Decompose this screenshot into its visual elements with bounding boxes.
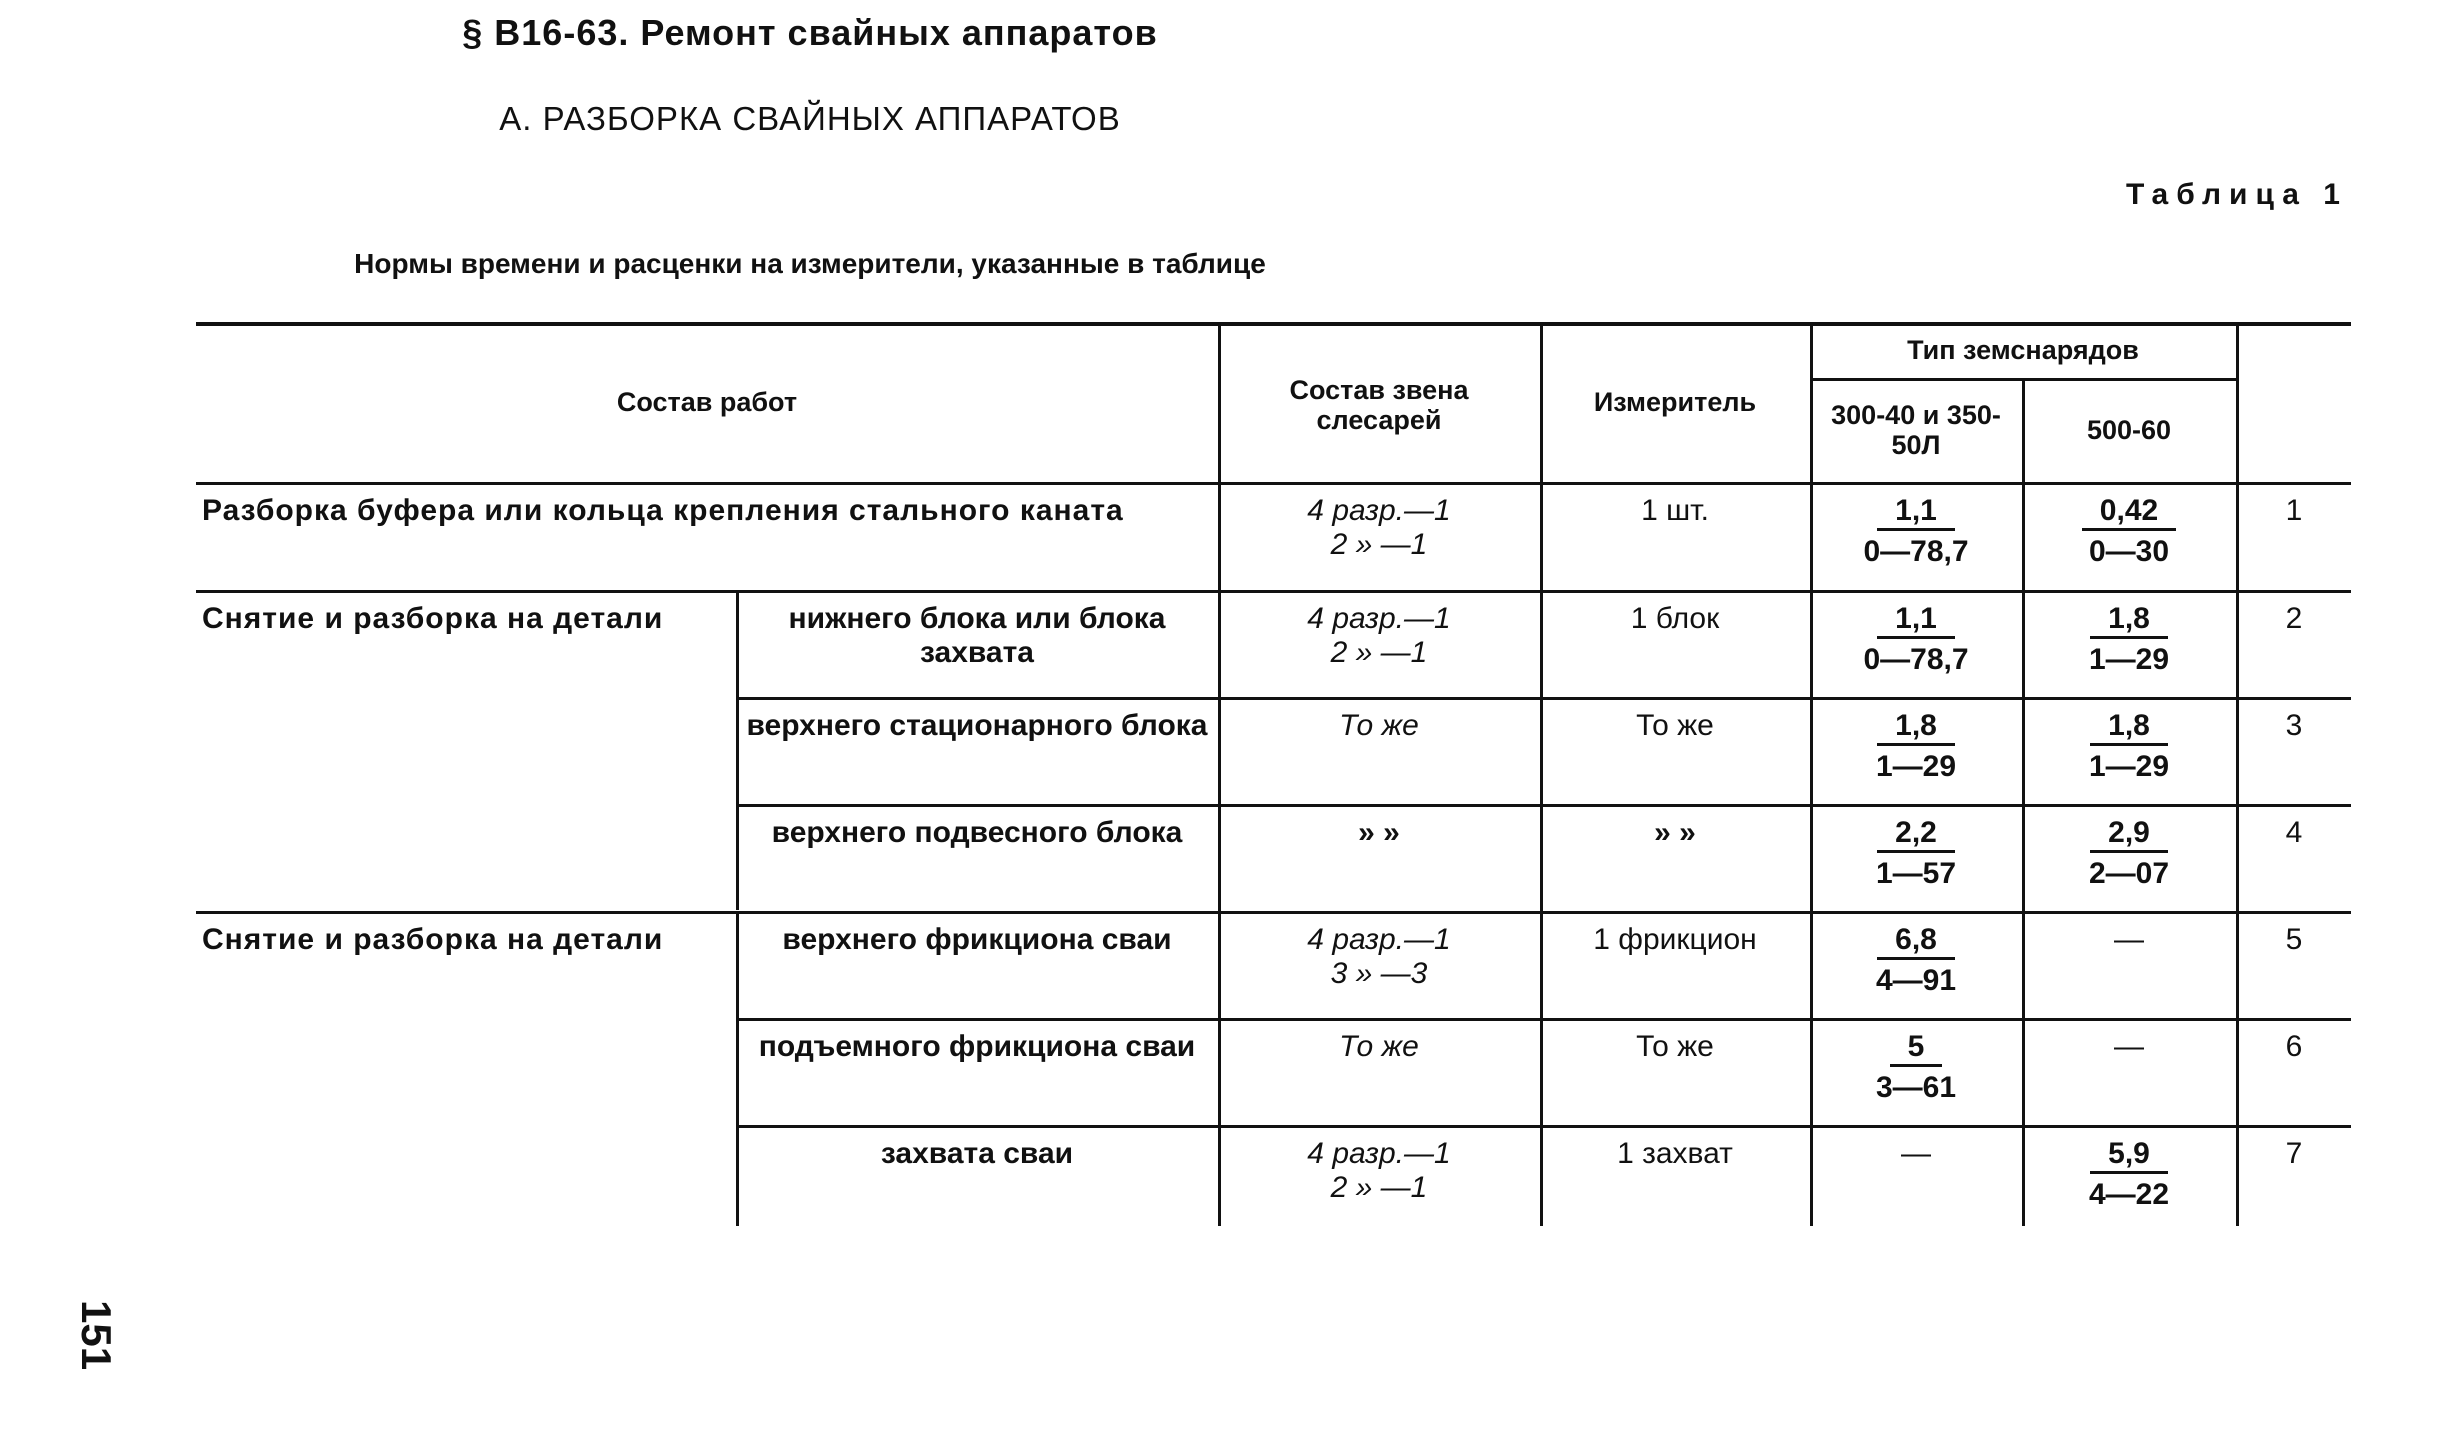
row6-crew: То же xyxy=(1339,1030,1419,1063)
row7-unit: 1 захват xyxy=(1617,1137,1733,1170)
row1-unit: 1 шт. xyxy=(1641,494,1709,527)
row3-crew: То же xyxy=(1339,709,1419,742)
row2-crew-line1: 4 разр.—1 xyxy=(1307,602,1451,635)
row4-type1-value: $\frac{2,2}{1—57}$ xyxy=(1875,816,1957,890)
row4-number: 4 xyxy=(2285,816,2303,849)
row3-type1-value: $\frac{1,8}{1—29}$ xyxy=(1875,709,1957,783)
row4-type2-value: $\frac{2,9}{2—07}$ xyxy=(2088,816,2170,890)
row4-unit: » » xyxy=(1654,816,1696,849)
row5-type1-value: $\frac{6,8}{4—91}$ xyxy=(1875,923,1957,997)
section-title: § В16-63. Ремонт свайных аппаратов xyxy=(462,12,1158,53)
row5-type2-value: — xyxy=(2114,923,2144,956)
row7-work: захвата сваи xyxy=(880,1137,1074,1170)
row5-number: 5 xyxy=(2285,923,2303,956)
row6-type1-value: $\frac{5}{3—61}$ xyxy=(1875,1030,1957,1104)
row7-crew-line2: 2 » —1 xyxy=(1330,1171,1428,1204)
row5-work: верхнего фрикциона сваи xyxy=(782,923,1172,956)
row5-crew-line1: 4 разр.—1 xyxy=(1307,923,1451,956)
row1-type2-value: $\frac{0,42}{0—30}$ xyxy=(2022,494,2236,569)
table-label: Таблица 1 xyxy=(2125,178,2348,211)
row7-type2-value: $\frac{5,9}{4—22}$ xyxy=(2088,1137,2170,1211)
header-type-300-40: 300-40 и 350-50Л xyxy=(1831,400,2001,460)
row2-type2-value: $\frac{1,8}{1—29}$ xyxy=(2088,602,2170,676)
row1-crew-line1: 4 разр.—1 xyxy=(1307,494,1451,527)
header-work: Состав работ xyxy=(616,387,798,417)
section-subtitle: А. РАЗБОРКА СВАЙНЫХ АППАРАТОВ xyxy=(499,100,1121,137)
header-type-500-60: 500-60 xyxy=(2086,415,2172,445)
row2-work: нижнего блока или блока захвата xyxy=(788,602,1166,669)
group2-label: Снятие и разборка на детали xyxy=(202,923,664,956)
row3-work: верхнего стационарного блока xyxy=(746,709,1208,742)
header-unit: Измеритель xyxy=(1593,387,1757,417)
row7-type1-value: — xyxy=(1901,1137,1931,1170)
page-number: 151 xyxy=(73,1300,120,1371)
row2-crew-line2: 2 » —1 xyxy=(1330,636,1428,669)
row7-crew-line1: 4 разр.—1 xyxy=(1307,1137,1451,1170)
header-dredger-type: Тип земснарядов xyxy=(1907,335,2139,365)
row7-number: 7 xyxy=(2285,1137,2303,1170)
row3-unit: То же xyxy=(1636,709,1714,742)
row4-work: верхнего подвесного блока xyxy=(771,816,1183,849)
row6-number: 6 xyxy=(2285,1030,2303,1063)
table-caption: Нормы времени и расценки на измерители, указанные в таблице xyxy=(354,248,1266,279)
row6-unit: То же xyxy=(1636,1030,1714,1063)
row3-type2-value: $\frac{1,8}{1—29}$ xyxy=(2088,709,2170,783)
row3-number: 3 xyxy=(2285,709,2303,742)
row1-work: Разборка буфера или кольца крепления стального каната xyxy=(202,494,1124,527)
row5-crew-line2: 3 » —3 xyxy=(1330,957,1428,990)
row1-crew-line2: 2 » —1 xyxy=(1330,528,1428,561)
row1-type1-value: $\frac{1,1}{0—78,7}$ xyxy=(1863,494,1969,568)
row2-number: 2 xyxy=(2285,602,2303,635)
row2-unit: 1 блок xyxy=(1630,602,1720,635)
row4-crew: » » xyxy=(1358,816,1400,849)
row2-type1-value: $\frac{1,1}{0—78,7}$ xyxy=(1863,602,1969,676)
group1-label: Снятие и разборка на детали xyxy=(202,602,664,635)
row6-work: подъемного фрикциона сваи xyxy=(758,1030,1196,1063)
row6-type2-value: — xyxy=(2114,1030,2144,1063)
row5-unit: 1 фрикцион xyxy=(1593,923,1757,956)
header-crew: Состав звена слесарей xyxy=(1289,375,1469,435)
row1-number: 1 xyxy=(2285,494,2303,527)
